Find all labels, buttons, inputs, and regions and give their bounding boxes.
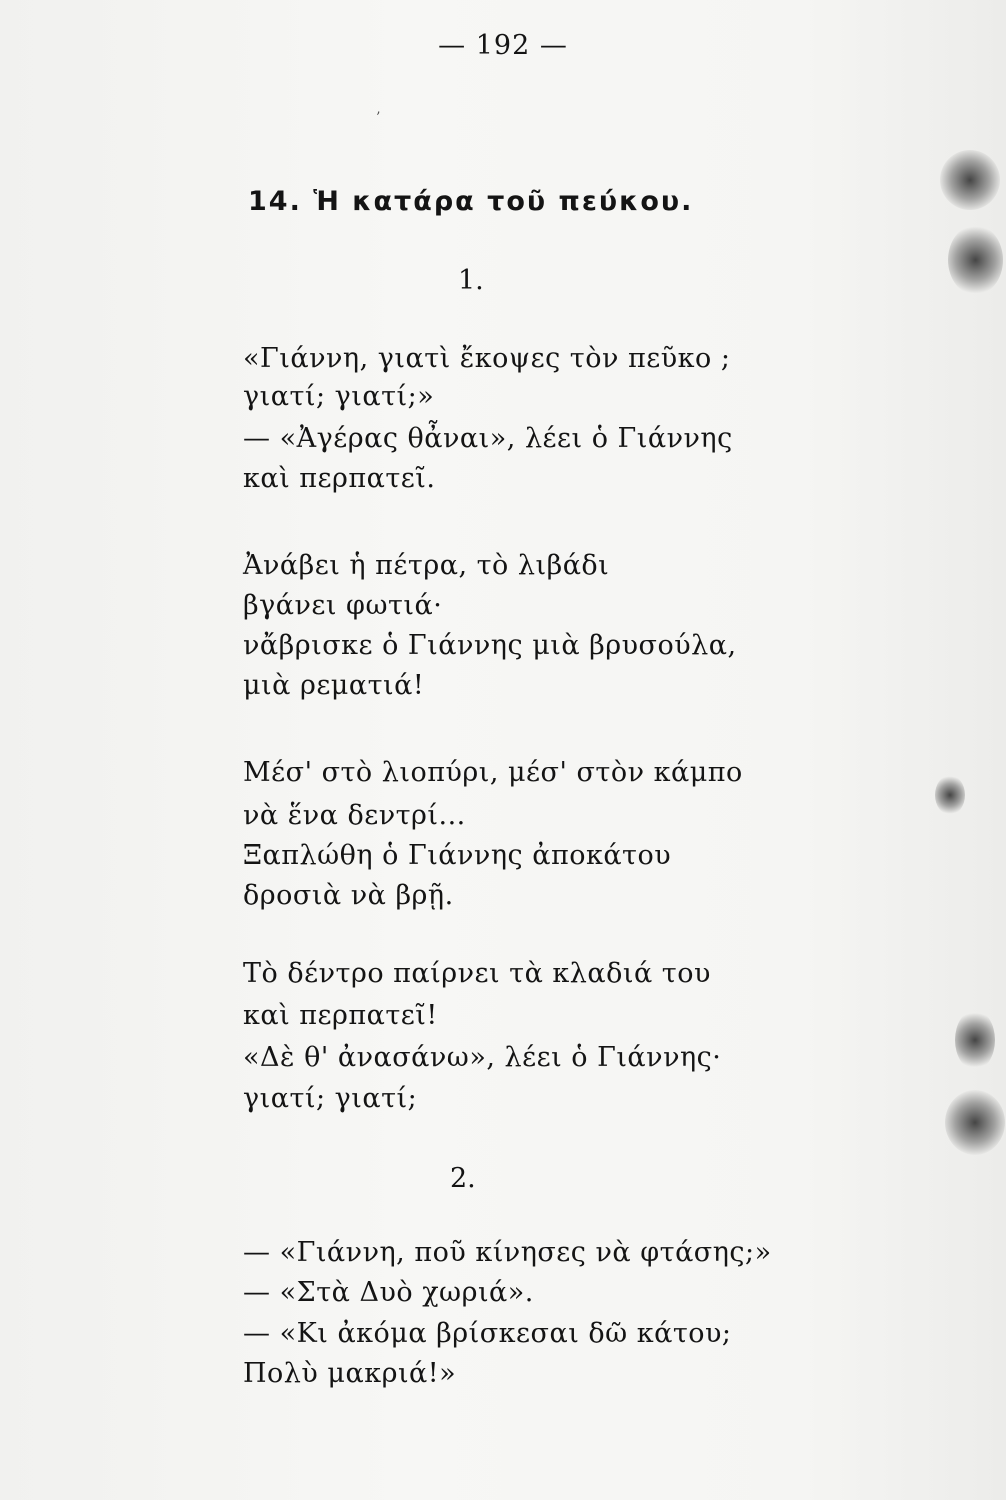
ink-stain — [955, 1010, 995, 1070]
ink-stain — [945, 1090, 1005, 1155]
verse-line: Μέσ' στὸ λιοπύρι, μέσ' στὸν κάμπο — [243, 757, 743, 788]
poem-title: 14. Ἡ κατάρα τοῦ πεύκου. — [248, 186, 694, 217]
verse-line: γιατί; γιατί;» — [243, 381, 435, 412]
page-number: — 192 — — [438, 30, 568, 61]
verse-line: «Δὲ θ' ἀνασάνω», λέει ὁ Γιάννης· — [243, 1042, 722, 1073]
section-number: 2. — [450, 1163, 476, 1194]
verse-line: — «Ἀγέρας θἆναι», λέει ὁ Γιάννης — [243, 423, 733, 454]
verse-line: βγάνει φωτιά· — [243, 590, 443, 621]
verse-line: νἄβρισκε ὁ Γιάννης μιὰ βρυσούλα, — [243, 630, 737, 661]
verse-line: — «Κι ἀκόμα βρίσκεσαι δῶ κάτου; — [243, 1318, 732, 1349]
verse-line: «Γιάννη, γιατὶ ἔκοψες τὸν πεῦκο ; — [243, 343, 731, 374]
verse-line: Ἀνάβει ἡ πέτρα, τὸ λιβάδι — [243, 550, 610, 581]
verse-line: — «Στὰ Δυὸ χωριά». — [243, 1277, 534, 1308]
verse-line: καὶ περπατεῖ! — [243, 1000, 438, 1031]
verse-line: γιατί; γιατί; — [243, 1083, 418, 1114]
verse-line: — «Γιάννη, ποῦ κίνησες νὰ φτάσης;» — [243, 1237, 772, 1268]
verse-line: καὶ περπατεῖ. — [243, 463, 436, 494]
verse-line: δροσιὰ νὰ βρῇ. — [243, 880, 454, 911]
print-speck: ’ — [376, 110, 381, 126]
section-number: 1. — [458, 265, 484, 296]
verse-line: Τὸ δέντρο παίρνει τὰ κλαδιά του — [243, 958, 711, 989]
ink-stain — [948, 225, 1003, 295]
verse-line: νὰ ἕνα δεντρί... — [243, 800, 466, 831]
verse-line: μιὰ ρεματιά! — [243, 670, 425, 701]
ink-stain — [940, 150, 1000, 210]
ink-stain — [935, 775, 965, 815]
verse-line: Πολὺ μακριά!» — [243, 1358, 457, 1389]
verse-line: Ξαπλώθη ὁ Γιάννης ἀποκάτου — [243, 840, 672, 871]
